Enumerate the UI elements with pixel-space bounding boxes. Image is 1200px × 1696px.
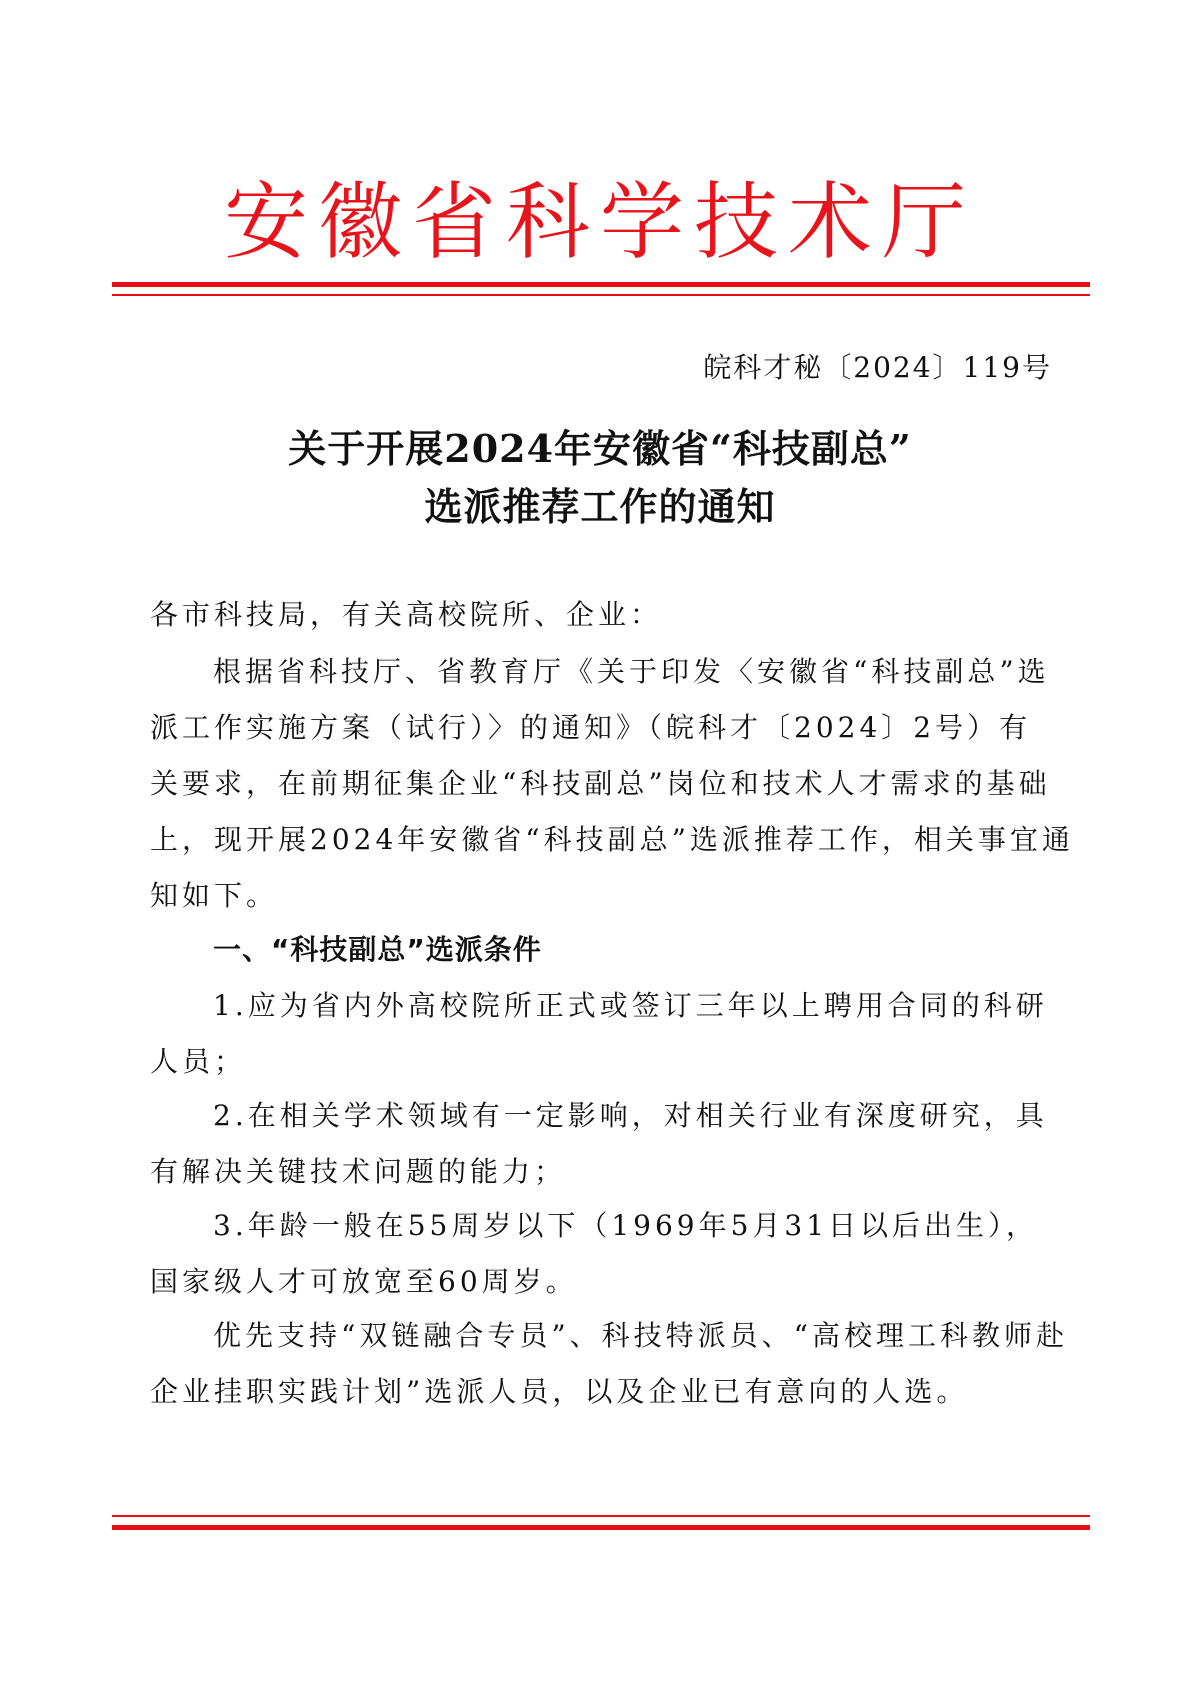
section-heading: 一、“科技副总”选派条件 (213, 933, 542, 966)
condition-line: 1.应为省内外高校院所正式或签订三年以上聘用合同的科研 (213, 989, 1048, 1022)
document-title-line-1: 关于开展2024年安徽省“科技副总” (288, 426, 912, 471)
intro-line: 上，现开展2024年安徽省“科技副总”选派推荐工作，相关事宜通 (150, 823, 1074, 856)
condition-line: 有解决关键技术问题的能力； (150, 1155, 567, 1188)
masthead-rule-thick (112, 282, 1090, 287)
document-number: 皖科才秘〔2024〕119号 (703, 351, 1052, 384)
priority-line: 企业挂职实践计划”选派人员，以及企业已有意向的人选。 (150, 1375, 969, 1408)
masthead-rule-thin (112, 294, 1090, 296)
footer-rule-thick (112, 1525, 1090, 1530)
intro-line: 知如下。 (150, 879, 279, 912)
condition-line: 2.在相关学术领域有一定影响，对相关行业有深度研究，具 (213, 1099, 1048, 1132)
condition-line: 3.年龄一般在55周岁以下（1969年5月31日以后出生）， (213, 1209, 1039, 1242)
intro-line: 派工作实施方案（试行）〉的通知》（皖科才〔2024〕2号）有 (150, 711, 1032, 744)
masthead-org-name: 安徽省科学技术厅 (223, 173, 976, 271)
footer-rule-thin (112, 1515, 1090, 1517)
condition-line: 人员； (150, 1045, 247, 1078)
salutation: 各市科技局，有关高校院所、企业： (150, 598, 663, 631)
intro-line: 根据省科技厅、省教育厅《关于印发〈安徽省“科技副总”选 (213, 655, 1050, 688)
intro-line: 关要求，在前期征集企业“科技副总”岗位和技术人才需求的基础 (150, 767, 1051, 800)
condition-line: 国家级人才可放宽至60周岁。 (150, 1265, 578, 1298)
document-title-line-2: 选派推荐工作的通知 (424, 484, 776, 529)
priority-line: 优先支持“双链融合专员”、科技特派员、“高校理工科教师赴 (213, 1319, 1068, 1352)
